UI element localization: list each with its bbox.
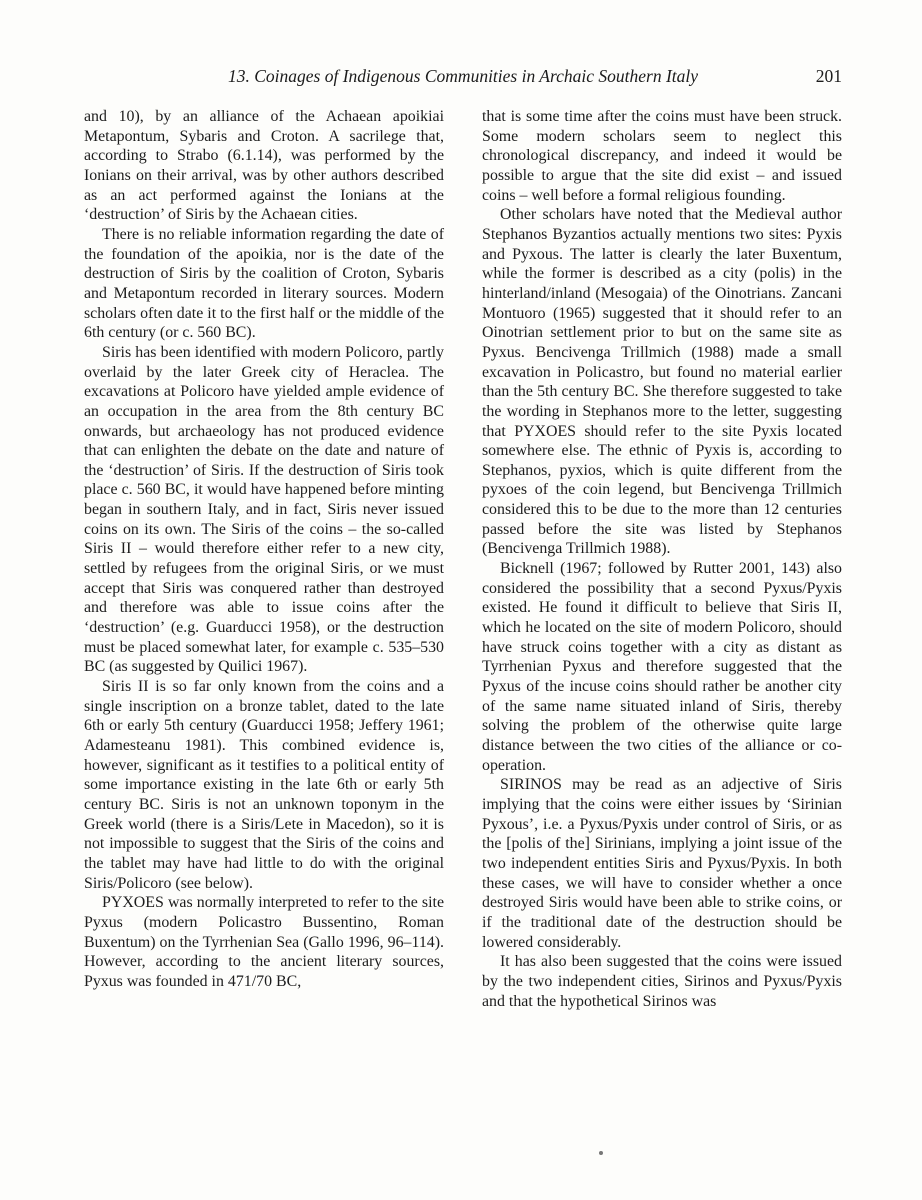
paragraph: There is no reliable information regarding the date of the foundation of the apoikia, nor is the date of the destruction of Siris by the coalition of Croton, Sybaris and Metapontum recorded in literary sources. Modern scholars often date it to the first half or the middle of the 6th century (or c. 560 BC). [84, 225, 444, 342]
left-column [84, 107, 444, 1011]
page-header [84, 66, 842, 92]
page-number: 201 [815, 66, 842, 86]
paragraph: It has also been suggested that the coins were issued by the two independent cities, Sirinos and Pyxus/Pyxis and that the hypothetical Sirinos was [482, 953, 842, 1010]
paragraph: Bicknell (1967; followed by Rutter 2001, 143) also considered the possibility that a second Pyxus/Pyxis existed. He found it difficult to believe that Siris II, which he located on the site of modern Policoro, should have struck coins together with a city as distant as Tyrrhenian Pyxus and therefore suggested that the Pyxus of the incuse coins should rather be another city of the same name situated inland of Siris, thereby solving the problem of the otherwise quite large distance between the two cities of the alliance or co-operation. [482, 560, 842, 774]
right-column [482, 107, 842, 1011]
paragraph: Siris II is so far only known from the coins and a single inscription on a bronze tablet, dated to the late 6th or early 5th century (Guarducci 1958; Jeffery 1961; Adamesteanu 1981). This combined evidence is, however, significant as it testifies to a political entity of some importance existing in the late 6th or early 5th century BC. Siris is not an unknown toponym in the Greek world (there is a Siris/Lete in Macedon), so it is not impossible to suggest that the Siris of the coins and the tablet may have had little to do with the original Siris/Policoro (see below). [84, 678, 444, 892]
paragraph: SIRINOS may be read as an adjective of Siris implying that the coins were either issues by ‘Sirinian Pyxous’, i.e. a Pyxus/Pyxis under control of Siris, or as the [polis of the] Sirinians, implying a joint issue of the two independent entities Siris and Pyxus/Pyxis. In both these cases, we will have to consider whether a once destroyed Siris would have been able to strike coins, or if the traditional date of the destruction should be lowered considerably. [482, 776, 842, 951]
body-columns [84, 107, 842, 1011]
paragraph: that is some time after the coins must have been struck. Some modern scholars seem to neglect this chronological discrepancy, and indeed it would be possible to argue that the site did exist – and issued coins – well before a formal religious founding. [482, 108, 842, 204]
paragraph: Siris has been identified with modern Policoro, partly overlaid by the later Greek city of Heraclea. The excavations at Policoro have yielded ample evidence of an occupation in the area from the 8th century BC onwards, but archaeology has not produced evidence that can enlighten the debate on the date and nature of the ‘destruction’ of Siris. If the destruction of Siris took place c. 560 BC, it would have happened before minting began in southern Italy, and in fact, Siris never issued coins on its own. The Siris of the coins – the so-called Siris II – would therefore either refer to a new city, settled by refugees from the original Siris, or we must accept that Siris was conquered rather than destroyed and therefore was able to issue coins after the ‘destruction’ (e.g. Guarducci 1958), or the destruction must be placed somewhat later, for example c. 535–530 BC (as suggested by Quilici 1967). [84, 343, 444, 676]
paragraph: Other scholars have noted that the Medieval author Stephanos Byzantios actually mentions two sites: Pyxis and Pyxous. The latter is clearly the later Buxentum, while the former is described as a city (polis) in the hinterland/inland (Mesogaia) of the Oinotrians. Zancani Montuoro (1965) suggested that it should refer to an Oinotrian settlement prior to but on the same site as Pyxus. Bencivenga Trillmich (1988) made a small excavation in Policastro, but found no material earlier than the 5th century BC. She therefore suggested to take the wording in Stephanos more to the letter, suggesting that PYXOES should refer to the site Pyxis located somewhere else. The ethnic of Pyxis is, according to Stephanos, pyxios, which is quite different from the pyxoes of the coin legend, but Bencivenga Trillmich considered this to be due to the more than 12 centuries passed before the site was listed by Stephanos (Bencivenga Trillmich 1988). [482, 206, 842, 558]
running-title: 13. Coinages of Indigenous Communities in Archaic Southern Italy [228, 66, 699, 86]
scan-speck [599, 1151, 603, 1155]
paragraph: and 10), by an alliance of the Achaean apoikiai Metapontum, Sybaris and Croton. A sacrilege that, according to Strabo (6.1.14), was performed by the Ionians on their arrival, was by other authors described as an act performed against the Ionians at the ‘destruction’ of Siris by the Achaean cities. [84, 108, 444, 224]
paragraph: PYXOES was normally interpreted to refer to the site Pyxus (modern Policastro Bussentino, Roman Buxentum) on the Tyrrhenian Sea (Gallo 1996, 96–114). However, according to the ancient literary sources, Pyxus was founded in 471/70 BC, [84, 894, 444, 990]
